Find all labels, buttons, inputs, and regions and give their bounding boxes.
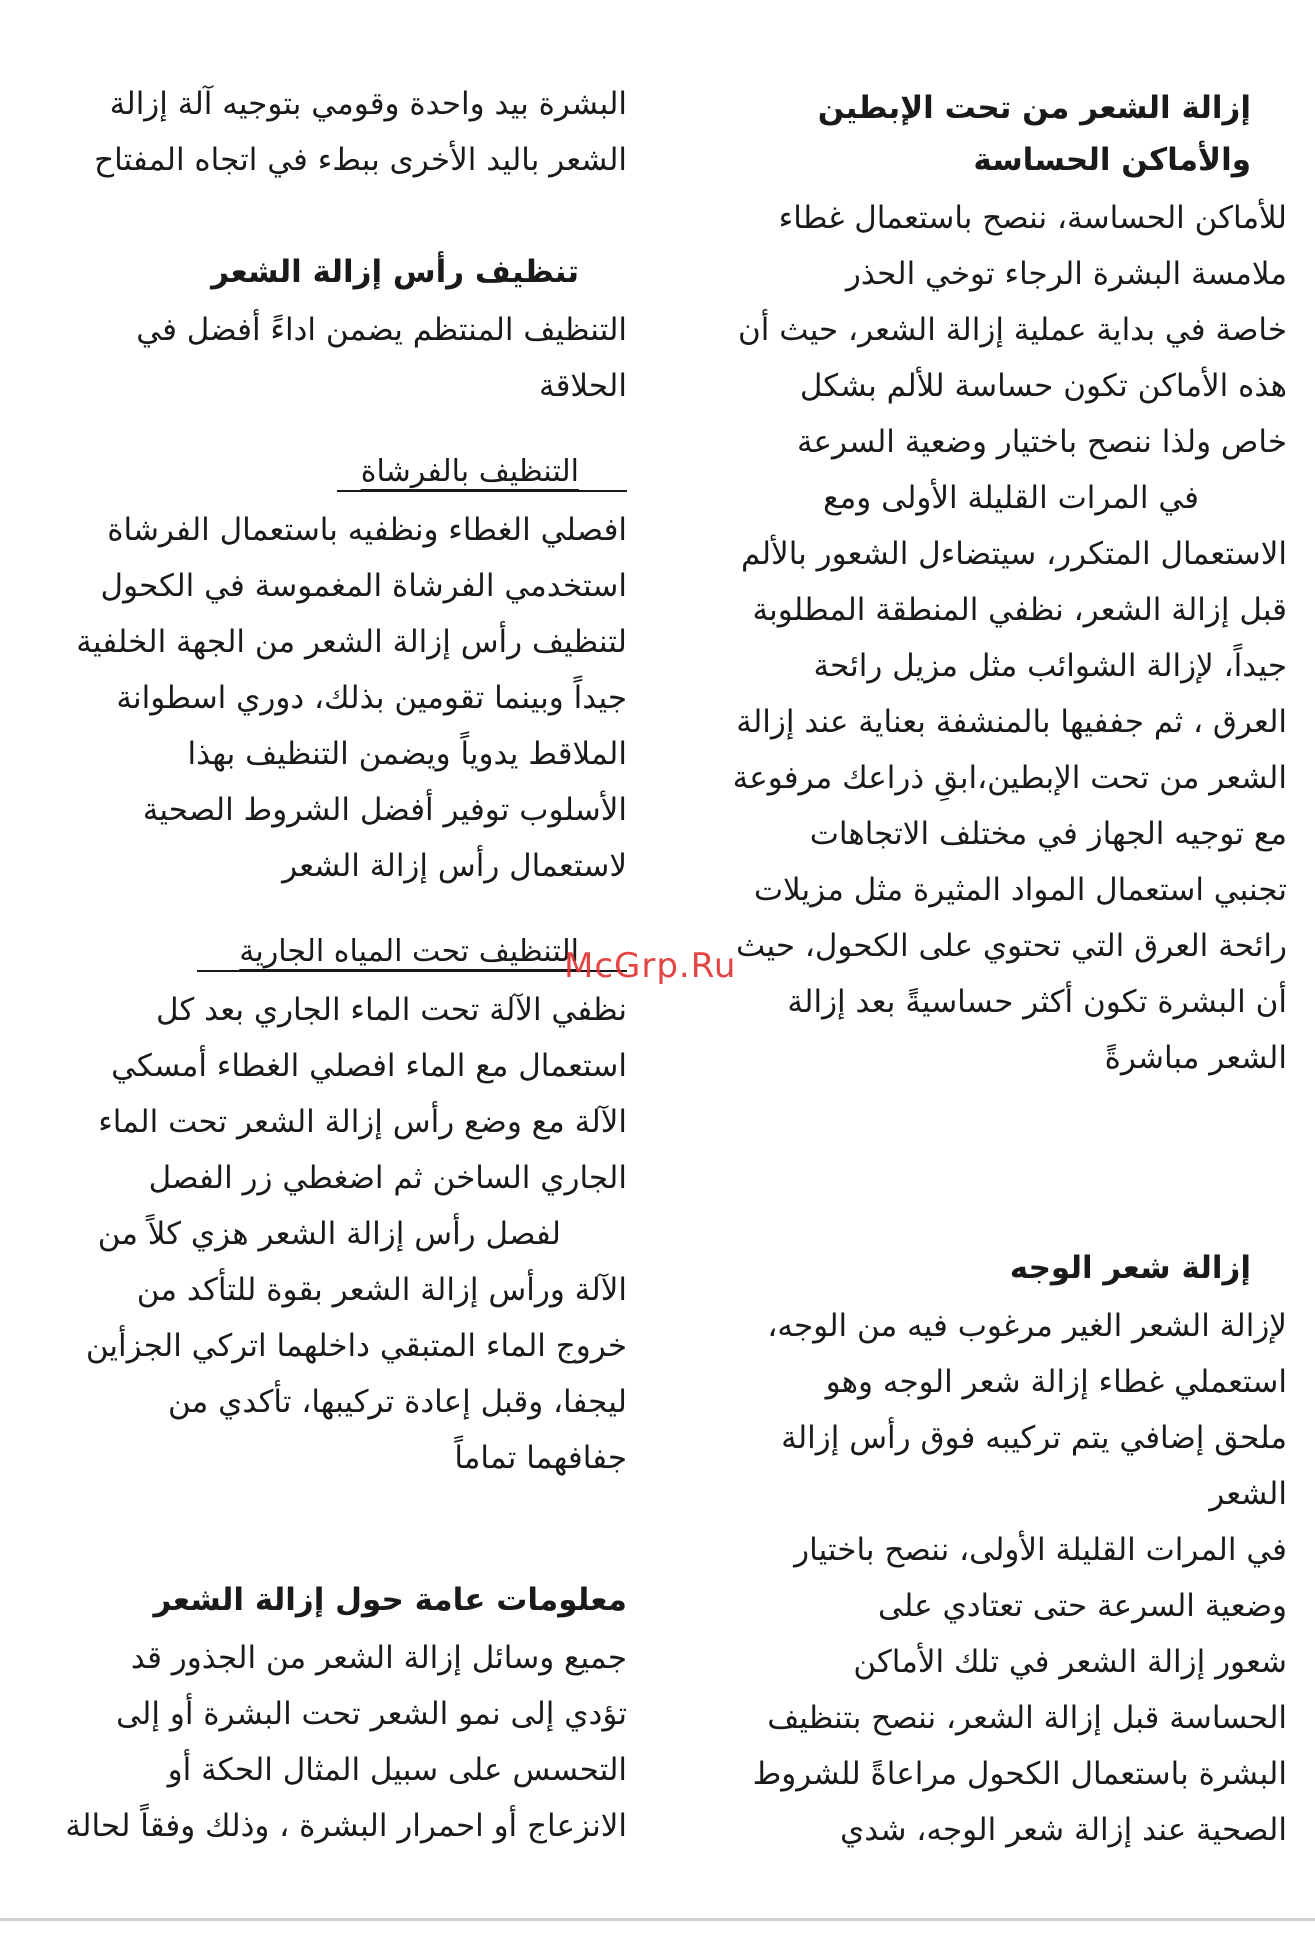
- subsection-underline: [337, 490, 627, 492]
- body-line: البشرة باستعمال الكحول مراعاةً للشروط: [752, 1756, 1287, 1792]
- body-line: لإزالة الشعر الغير مرغوب فيه من الوجه،: [767, 1308, 1287, 1344]
- section-title-face: إزالة شعر الوجه: [1009, 1250, 1251, 1286]
- body-line: الجاري الساخن ثم اضغطي زر الفصل: [148, 1160, 627, 1196]
- body-line: جيداً وبينما تقومين بذلك، دوري اسطوانة: [116, 680, 627, 716]
- body-line: للأماكن الحساسة، ننصح باستعمال غطاء: [778, 200, 1287, 236]
- body-line: قبل إزالة الشعر، نظفي المنطقة المطلوبة: [752, 592, 1287, 628]
- subsection-underline: [197, 970, 627, 972]
- section-title-cleaning: تنظيف رأس إزالة الشعر: [211, 254, 579, 290]
- body-line: الشعر مباشرةً: [1104, 1040, 1287, 1076]
- body-line: في المرات القليلة الأولى، ننصح باختيار: [794, 1532, 1287, 1568]
- body-line: نظفي الآلة تحت الماء الجاري بعد كل: [156, 992, 627, 1028]
- body-line: استعمال مع الماء افصلي الغطاء أمسكي: [111, 1048, 627, 1084]
- section-title-underarm-line2: والأماكن الحساسة: [973, 142, 1251, 178]
- body-line: خاص ولذا ننصح باختيار وضعية السرعة: [796, 424, 1287, 460]
- body-line: البشرة بيد واحدة وقومي بتوجيه آلة إزالة: [109, 86, 627, 122]
- body-line: الشعر: [1209, 1476, 1287, 1512]
- body-line: التنظيف المنتظم يضمن اداءً أفضل في: [136, 312, 627, 348]
- body-line: ليجفا، وقبل إعادة تركيبها، تأكدي من: [168, 1384, 627, 1420]
- body-line: تجنبي استعمال المواد المثيرة مثل مزيلات: [753, 872, 1287, 908]
- body-line: لاستعمال رأس إزالة الشعر: [282, 848, 627, 884]
- body-line: رائحة العرق التي تحتوي على الكحول، حيث: [736, 928, 1287, 964]
- body-line: تؤدي إلى نمو الشعر تحت البشرة أو إلى: [116, 1696, 627, 1732]
- body-line: لتنظيف رأس إزالة الشعر من الجهة الخلفية: [76, 624, 627, 660]
- body-line: أن البشرة تكون أكثر حساسيةً بعد إزالة: [787, 984, 1287, 1020]
- body-line: ملحق إضافي يتم تركيبه فوق رأس إزالة: [781, 1420, 1287, 1456]
- body-line: ملامسة البشرة الرجاء توخي الحذر: [845, 256, 1287, 292]
- body-line: افصلي الغطاء ونظفيه باستعمال الفرشاة: [107, 512, 627, 548]
- watermark-text: McGrp.Ru: [564, 946, 737, 986]
- body-line: استخدمي الفرشاة المغموسة في الكحول: [100, 568, 627, 604]
- subsection-title-water: التنظيف تحت المياه الجارية: [239, 934, 579, 969]
- body-line: وضعية السرعة حتى تعتادي على: [878, 1588, 1287, 1624]
- body-line: الآلة مع وضع رأس إزالة الشعر تحت الماء: [98, 1104, 627, 1140]
- body-line: العرق ، ثم جففيها بالمنشفة بعناية عند إزالة: [736, 704, 1287, 740]
- body-line: الحساسة قبل إزالة الشعر، ننصح بتنظيف: [767, 1700, 1287, 1736]
- body-line: الملاقط يدوياً ويضمن التنظيف بهذا: [187, 736, 627, 772]
- body-line: الانزعاج أو احمرار البشرة ، وذلك وفقاً لحالة: [65, 1808, 627, 1844]
- body-line: مع توجيه الجهاز في مختلف الاتجاهات: [809, 816, 1287, 852]
- section-title-underarm-line1: إزالة الشعر من تحت الإبطين: [817, 90, 1251, 126]
- body-line: التحسس على سبيل المثال الحكة أو: [167, 1752, 627, 1788]
- body-line: شعور إزالة الشعر في تلك الأماكن: [853, 1644, 1287, 1680]
- body-line: الأسلوب توفير أفضل الشروط الصحية: [142, 792, 627, 828]
- body-line: الاستعمال المتكرر، سيتضاءل الشعور بالألم: [740, 536, 1287, 572]
- section-title-general-info: معلومات عامة حول إزالة الشعر: [153, 1582, 627, 1618]
- left-column: [7, 0, 627, 1933]
- body-line: جفافهما تماماً: [454, 1440, 627, 1476]
- body-line: في المرات القليلة الأولى ومع: [823, 480, 1199, 516]
- body-line: استعملي غطاء إزالة شعر الوجه وهو: [825, 1364, 1287, 1400]
- body-line: جيداً، لإزالة الشوائب مثل مزيل رائحة: [813, 648, 1287, 684]
- page-bottom-rule: [0, 1918, 1315, 1921]
- body-line: لفصل رأس إزالة الشعر هزي كلاً من: [97, 1216, 561, 1252]
- subsection-title-brush: التنظيف بالفرشاة: [360, 454, 579, 489]
- right-column: [679, 0, 1287, 1933]
- body-line: الآلة ورأس إزالة الشعر بقوة للتأكد من: [136, 1272, 627, 1308]
- body-line: جميع وسائل إزالة الشعر من الجذور قد: [130, 1640, 627, 1676]
- body-line: الصحية عند إزالة شعر الوجه، شدي: [840, 1812, 1287, 1848]
- body-line: خاصة في بداية عملية إزالة الشعر، حيث أن: [738, 312, 1287, 348]
- body-line: الشعر من تحت الإبطين،ابقِ ذراعك مرفوعة: [732, 760, 1287, 796]
- body-line: خروج الماء المتبقي داخلهما اتركي الجزأين: [85, 1328, 627, 1364]
- body-line: الشعر باليد الأخرى ببطء في اتجاه المفتاح: [94, 142, 627, 178]
- body-line: هذه الأماكن تكون حساسة للألم بشكل: [799, 368, 1287, 404]
- body-line: الحلاقة: [538, 368, 627, 404]
